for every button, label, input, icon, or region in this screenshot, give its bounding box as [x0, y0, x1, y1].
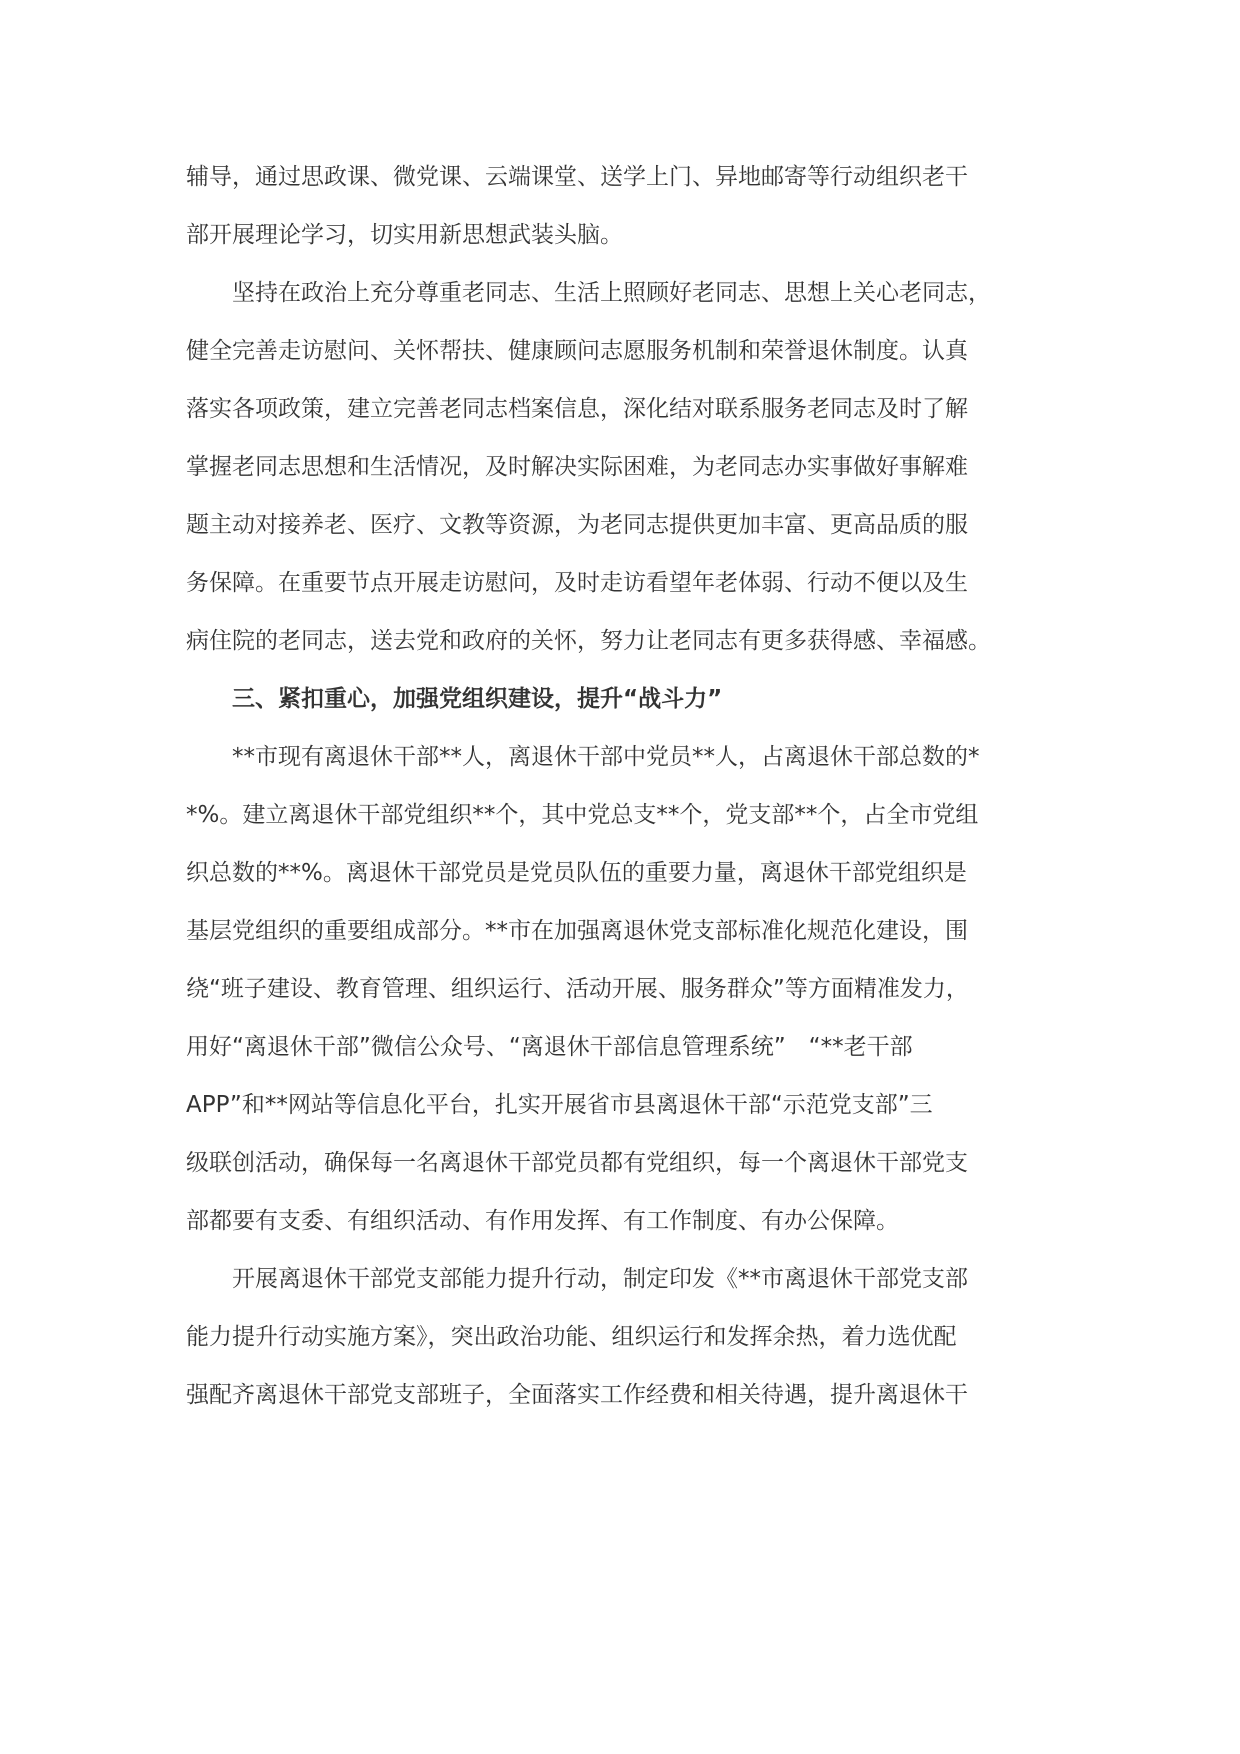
body-text-line: **市现有离退休干部**人，离退休干部中党员**人，占离退休干部总数的* [186, 744, 980, 770]
body-text-line: 坚持在政治上充分尊重老同志、生活上照顾好老同志、思想上关心老同志， [186, 280, 991, 306]
body-text-line: *%。建立离退休干部党组织**个，其中党总支**个，党支部**个，占全市党组 [186, 802, 979, 828]
body-text-line: 强配齐离退休干部党支部班子，全面落实工作经费和相关待遇，提升离退休干 [186, 1382, 968, 1408]
body-text-line: 绕“班子建设、教育管理、组织运行、活动开展、服务群众”等方面精准发力， [186, 976, 969, 1002]
body-text-line: 织总数的**%。离退休干部党员是党员队伍的重要力量，离退休干部党组织是 [186, 860, 967, 886]
body-text-line: 题主动对接养老、医疗、文教等资源，为老同志提供更加丰富、更高品质的服 [186, 512, 968, 538]
body-text-line: 部都要有支委、有组织活动、有作用发挥、有工作制度、有办公保障。 [186, 1208, 899, 1234]
body-text-line: 务保障。在重要节点开展走访慰问，及时走访看望年老体弱、行动不便以及生 [186, 570, 968, 596]
body-text-line: 部开展理论学习，切实用新思想武装头脑。 [186, 222, 623, 248]
body-text-line: 健全完善走访慰问、关怀帮扶、健康顾问志愿服务机制和荣誉退休制度。认真 [186, 338, 968, 364]
body-text-line: 病住院的老同志，送去党和政府的关怀，努力让老同志有更多获得感、幸福感。 [186, 628, 991, 654]
body-text-line: 用好“离退休干部”微信公众号、“离退休干部信息管理系统” “**老干部 [186, 1034, 913, 1060]
body-text-line: APP”和**网站等信息化平台，扎实开展省市县离退休干部“示范党支部”三 [186, 1092, 933, 1118]
body-text-line: 开展离退休干部党支部能力提升行动，制定印发《**市离退休干部党支部 [186, 1266, 968, 1292]
body-text-line: 辅导，通过思政课、微党课、云端课堂、送学上门、异地邮寄等行动组织老干 [186, 164, 968, 190]
body-text-line: 级联创活动，确保每一名离退休干部党员都有党组织，每一个离退休干部党支 [186, 1150, 968, 1176]
body-text-line: 能力提升行动实施方案》，突出政治功能、组织运行和发挥余热，着力选优配 [186, 1324, 957, 1350]
body-text-line: 基层党组织的重要组成部分。**市在加强离退休党支部标准化规范化建设，围 [186, 918, 968, 944]
body-text-line: 掌握老同志思想和生活情况，及时解决实际困难，为老同志办实事做好事解难 [186, 454, 968, 480]
section-heading: 三、紧扣重心，加强党组织建设，提升“战斗力” [186, 686, 723, 712]
body-text-line: 落实各项政策，建立完善老同志档案信息，深化结对联系服务老同志及时了解 [186, 396, 968, 422]
